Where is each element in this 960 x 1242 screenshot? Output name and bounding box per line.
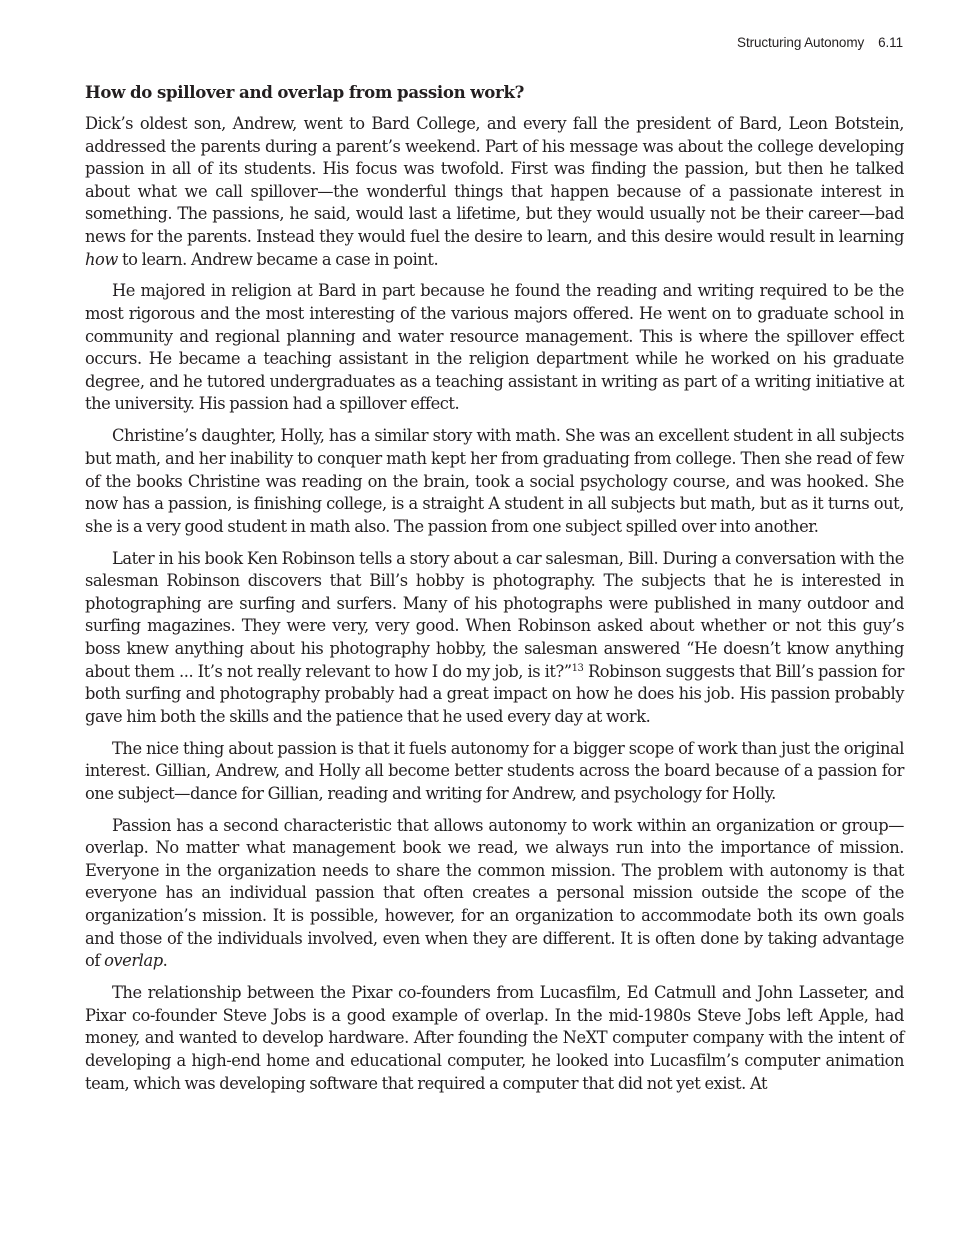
paragraph-6-text-end: . [162, 951, 168, 971]
body-text [85, 80, 904, 1104]
paragraph-1 [85, 113, 904, 271]
footnote-marker: 13 [571, 662, 584, 674]
paragraph-4-text-end: Robinson suggests that Bill’s passion for both surfing and photography probably had a great impact on how he does his job. His passion probably gave him both the skills and the patience that he used every day at work. [85, 661, 904, 726]
page-number: 6.11 [878, 35, 903, 50]
paragraph-4 [85, 548, 904, 729]
paragraph-6 [85, 815, 904, 973]
paragraph-7: The relationship between the Pixar co-founders from Lucasfilm, Ed Catmull and John Lasseter, and Pixar co-founder Steve Jobs is a good example of overlap. In the mid-1980s Steve Jobs left Apple, had money, and wanted to develop hardware. After founding the NeXT computer company with the intent of developing a high-end home and educational computer, he looked into Lucasfilm’s computer animation team, which was developing software that required a computer that did not yet exist. At [85, 983, 904, 1093]
emphasis-how: how [85, 249, 118, 269]
paragraph-5: The nice thing about passion is that it fuels autonomy for a bigger scope of work than just the original interest. Gillian, Andrew, and Holly all become better students across the board because of a passion for one subject—dance for Gillian, reading and writing for Andrew, and psychology for Holly. [85, 738, 904, 803]
section-heading: How do spillover and overlap from passion work? [85, 82, 525, 102]
paragraph-2: He majored in religion at Bard in part because he found the reading and writing required to be the most rigorous and the most interesting of the various majors offered. He went on to graduate school in community and regional planning and water resource management. This is where the spillover effect occurs. He became a teaching assistant in the religion department while he worked on his graduate degree, and he tutored undergraduates as a teaching assistant in writing as part of a writing initiative at the university. His passion had a spillover effect. [85, 281, 904, 414]
chapter-title: Structuring Autonomy [737, 35, 865, 50]
paragraph-1-text-end: to learn. Andrew became a case in point. [117, 249, 439, 269]
emphasis-overlap: overlap [104, 951, 163, 971]
paragraph-3: Christine’s daughter, Holly, has a similar story with math. She was an excellent student in all subjects but math, and her inability to conquer math kept her from graduating from college. Then she read of few of the books Christine was reading on the brain, took a social psychology course, and was hooked. She now has a passion, is finishing college, is a straight A student in all subjects but math, but as it turns out, she is a very good student in math also. The passion from one subject spilled over into another. [85, 426, 904, 536]
paragraph-6-text: Passion has a second characteristic that allows autonomy to work within an organization or group—overlap. No matter what management book we read, we always run into the importance of mission. Everyone in the organization needs to share the common mission. The problem with autonomy is that everyone has an individual passion that often creates a personal mission outside the scope of the organization’s mission. It is possible, however, for an organization to accommodate both its own goals and those of the individuals involved, even when they are different. It is often done by taking advantage of [85, 815, 904, 971]
running-head [737, 35, 903, 50]
paragraph-1-text: Dick’s oldest son, Andrew, went to Bard College, and every fall the president of Bard, Leon Botstein, addressed the parents during a parent’s weekend. Part of his message was about the college developing passion in all of its students. His focus was twofold. First was finding the passion, but then he talked about what we call spillover—the wonderful things that happen because of a passionate interest in something. The passions, he said, would last a lifetime, but they would usually not be their career—bad news for the parents. Instead they would fuel the desire to learn, and this desire would result in learning [85, 114, 904, 246]
paragraph-4-text: Later in his book Ken Robinson tells a story about a car salesman, Bill. During a conversation with the salesman Robinson discovers that Bill’s hobby is photography. The subjects that he is interested in photographing are surfing and surfers. Many of his photographs were published in many outdoor and surfing magazines. They were very, very good. When Robinson asked about whether or not this guy’s boss knew anything about his photography hobby, the salesman answered “He doesn’t know anything about them ... It’s not really relevant to how I do my job, is it?” [85, 548, 904, 681]
